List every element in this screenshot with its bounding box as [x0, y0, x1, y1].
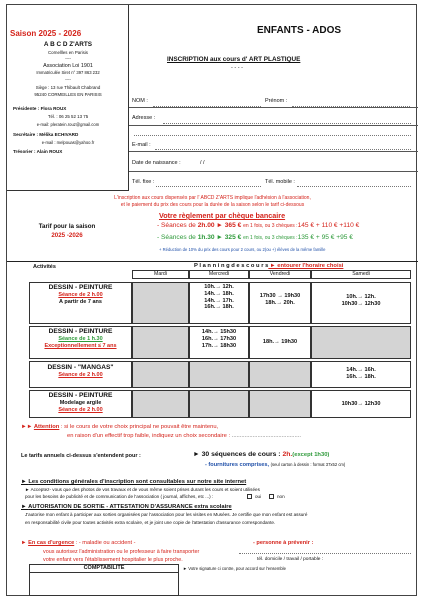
slot-samedi-4[interactable]: 10h30→ 12h30 [341, 401, 381, 407]
day-mardi: Mardi [132, 270, 189, 279]
emergency-contact-label: - personne à prévenir : [253, 540, 314, 546]
tel-mobile-field[interactable] [297, 186, 411, 187]
form-heading: INSCRIPTION aux cours d' ART PLASTIQUE [167, 56, 301, 63]
planning-header: P l a n n i n g d e s c o u r s ► entourer l'horaire choisi [194, 263, 344, 269]
authorization-text: J'autorise mon enfant à participer aux sorties organisées par l'association pour les visites en Musées. Je certifie que mon enfant est assuré [25, 512, 308, 517]
secretary: Secrétaire : Mélika ECHIVARD [13, 132, 79, 137]
siret: Immatriculée Siret n° 397 863 232 [36, 70, 100, 75]
slot-samedi-1[interactable]: 10h.→ 12h. 10h30→ 12h30 [341, 294, 381, 307]
authorization-title: ► AUTORISATION DE SORTIE - ATTESTATION D'ASSURANCE extra scolaire [21, 504, 232, 510]
slot-mardi-2[interactable] [132, 326, 189, 359]
activities-header: Activités [33, 264, 56, 270]
address-line-2: 95240 CORMEILLES EN PARISIS [34, 92, 102, 97]
activity-title: DESSIN - PEINTURE [48, 392, 113, 399]
conditions-title: ► Les conditions générales d'inscription sont consultables sur notre site internet [21, 479, 247, 485]
tarif-2h-line: - Séances de 2h.00 ► 365 € en 1 fois, ou 3 chèques :145 € + 110 € +110 € [157, 222, 360, 229]
president-phone: Tél. : 06 25 52 13 75 [47, 114, 89, 119]
consent-no-checkbox[interactable] [269, 494, 274, 499]
association-law: Association Loi 1901 [43, 63, 93, 69]
president: Présidente : Flora ROUX [13, 106, 67, 111]
day-mercredi: Mercredi [189, 270, 249, 279]
slot-mercredi-3[interactable] [189, 361, 249, 388]
nom-label: NOM : [132, 98, 148, 104]
address-line-1: Siège : 13 rue Thibault Chabrand [35, 85, 101, 90]
slot-vendredi-1[interactable]: 17h30 → 19h30 18h.→ 20h. [259, 293, 301, 306]
consent-yes-checkbox[interactable] [247, 494, 252, 499]
tel-fixe-field[interactable] [156, 186, 261, 187]
reduction-note: + Réduction de 10% du prix des cours pour 2 cours, ou 2(ou +) élèves de la même famille [159, 247, 326, 252]
activity-title: DESSIN - PEINTURE [48, 328, 113, 335]
slot-mercredi-1[interactable]: 10h.→ 12h. 14h.→ 18h. 14h.→ 17h. 16h.→ 18h. [204, 284, 234, 311]
dob-field[interactable]: / / [200, 160, 205, 166]
day-vendredi: Vendredi [249, 270, 311, 279]
tarif-season: 2025 -2026 [51, 232, 83, 239]
association-subtitle: Cornellles en Parisis [47, 50, 89, 55]
emergency-section: ► En cas d'urgence : - maladie ou accident - [21, 540, 136, 546]
emergency-phone-label: tél. domicile / travail / portable : [257, 557, 324, 562]
email-label: E-mail : [132, 142, 151, 148]
slot-mardi-4[interactable] [132, 390, 189, 418]
prenom-label: Prénom : [265, 98, 288, 104]
slot-mardi-3[interactable] [132, 361, 189, 388]
tel-mobile-label: Tél. mobile : [265, 179, 295, 185]
secretary-email: e-mail : melpouas@yahoo.fr [41, 140, 95, 145]
tel-fixe-label: Tél. fixe : [132, 179, 155, 185]
email-field[interactable] [155, 149, 411, 150]
day-samedi: Samedi [311, 270, 411, 279]
adresse-field[interactable] [163, 123, 411, 124]
adresse-label: Adresse : [132, 115, 156, 121]
slot-samedi-2[interactable] [311, 326, 411, 359]
sessions-line: ► 30 séquences de cours : 2h.(except 1h30) [193, 451, 330, 458]
slot-vendredi-2[interactable]: 18h.→ 19h30 [262, 339, 298, 345]
slot-mercredi-4[interactable] [189, 390, 249, 418]
slot-vendredi-3[interactable] [249, 361, 311, 388]
association-name: A B C D Z'ARTS [43, 41, 93, 48]
signature-note: ► Votre signature ci contre, pour accord sur l'ensemble [183, 566, 286, 571]
emergency-contact-field[interactable] [239, 553, 411, 554]
season-label: Saison 2025 - 2026 [10, 29, 82, 38]
slot-mercredi-2[interactable]: 14h.→ 15h30 16h.→ 17h30 17h.→ 18h30 [201, 329, 237, 349]
registration-form: Saison 2025 - 2026 A B C D Z'ARTS Cornellles en Parisis ---- Association Loi 1901 Immatriculée Siret n° 397 863 232 ---- Siège : 13 rue Thibault Chabrand 95240 CORMEILLES EN PARISIS Présidente : Flora ROUX Tél. : 06 25 52 13 75 e-mail: pleratein.rouz@gmail.com Secrétaire : Mélika ECHIVARD e-mail : melpouas@yahoo.fr Trésorier : Alain ROUX ENFANTS - ADOS INSCRIPTION aux cours d' ART PLASTIQUE - - - - NOM : Prénom : Adresse : E-mail : Date de naissance : / / Tél. fixe : Tél. mobile : L'inscription aux cours dispensés par l' ABCD Z'ARTS implique l'adhésion à l'association, et le paiement du prix des cours pour la durée de la saison selon le tarif ci-dessous Tarif pour la saison 2025 -2026 Votre règlement par chèque bancaire - Séances de 2h.00 ► 365 € en 1 fois, ou 3 chèques :145 € + 110 € +110 € - Séances de 1h.30 ► 325 € en 1 fois, ou 3 chèques :135 € + 95 € +95 € + Réduction de 10% du prix des cours pour 2 cours, ou 2(ou +) élèves de la même famille Activités P l a n n i n g d e s c o u r s ► entourer l'horaire choisi Mardi Mercredi Vendredi Samedi DESSIN - PEINTURE Séance de 2 h.00 A partir de 7 ans 10h.→ 12h. 14h.→ 18h. 14h.→ 17h. 16h.→ 18h. 17h30 → 19h30 18h.→ 20h. 10h.→ 12h. 10h30→ 12h30 DESSIN - PEINTURE Séance de 1 h.30 Exceptionnellement ≤ 7 ans 14h.→ 15h30 16h.→ 17h30 17h.→ 18h30 18h.→ 19h30 DESSIN - "MANGAS" Séance de 2 h.00 14h.→ 16h. 16h.→ 18h. DESSIN - PEINTURE Modelage argile Séance de 2 h.00 10h30→ 12h30 ►► Attention : si le cours de votre choix principal ne pouvait être maintenu, en raison d'un effectif trop faible, indiquez un choix secondaire : ........................................... Le tarifs annuels ci-dessus s'entendent pour : ► 30 séquences de cours : 2h.(except 1h30) - fournitures comprises, (seul carton à dessin : format 37x52 cm) ► Les conditions générales d'inscription sont consultables sur notre site internet ► Acceptez- vous que des photos de vos travaux et de vous même soient prises durant les cours et soient utilisées pour les besoins de publicité et de communication de l'association ( journal, affiches, etc ...) : oui non ► AUTORISATION DE SORTIE - ATTESTATION D'ASSURANCE extra scolaire J'autorise mon enfant à participer aux sorties organisées par l'association pour les visites en Musées. Je certifie que mon enfant est assuré en responsabilité civile pour toutes activités extra scolaire, et je joint une copie de l'attestation d'assurance correspondante. ► En cas d'urgence : - maladie ou accident - vous autorisez l'administration ou le professeur à faire transporter votre enfant vers l'établissement hospitalier le plus proche. - personne à prévenir : tél. domicile / travail / portable : COMPTABILITE ► Votre signature ci contre, pour accord sur l'ensemble [6, 4, 417, 596]
photo-consent: ► Acceptez- vous que des photos de vos travaux et de vous même soient prises durant les cours et soient utilisées [25, 487, 260, 492]
association-box: Saison 2025 - 2026 A B C D Z'ARTS Cornellles en Parisis ---- Association Loi 1901 Immatriculée Siret n° 397 863 232 ---- Siège : 13 rue Thibault Chabrand 95240 CORMEILLES EN PARISIS Présidente : Flora ROUX Tél. : 06 25 52 13 75 e-mail: pleratein.rouz@gmail.com Secrétaire : Mélika ECHIVARD e-mail : melpouas@yahoo.fr Trésorier : Alain ROUX [7, 5, 129, 191]
president-email: e-mail: pleratein.rouz@gmail.com [36, 122, 100, 127]
activity-title: DESSIN - PEINTURE [48, 284, 113, 291]
supplies-line: - fournitures comprises, (seul carton à dessin : format 37x52 cm) [205, 462, 346, 468]
attention-note: ►► Attention : si le cours de votre choix principal ne pouvait être maintenu, [21, 424, 219, 430]
comptabilite-box: COMPTABILITE [29, 564, 179, 596]
notice-line-1: L'inscription aux cours dispensés par l' ABCD Z'ARTS implique l'adhésion à l'association, [114, 195, 311, 201]
activity-title: DESSIN - "MANGAS" [47, 364, 114, 371]
slot-samedi-3[interactable]: 14h.→ 16h. 16h.→ 18h. [346, 367, 376, 380]
treasurer: Trésorier : Alain ROUX [13, 149, 63, 154]
notice-line-2: et le paiement du prix des cours pour la durée de la saison selon le tarif ci-dessous [120, 202, 305, 208]
tarif-label: Tarif pour la saison [38, 223, 96, 230]
dob-label: Date de naissance : [132, 160, 181, 166]
adresse-field-2[interactable] [134, 135, 411, 136]
tarif-1h30-line: - Séances de 1h.30 ► 325 € en 1 fois, ou 3 chèques :135 € + 95 € +95 € [157, 234, 353, 241]
slot-vendredi-4[interactable] [249, 390, 311, 418]
payment-title: Votre règlement par chèque bancaire [159, 211, 286, 220]
page-title: ENFANTS - ADOS [257, 25, 342, 36]
tarif-annuel-label: Le tarifs annuels ci-dessus s'entendent pour : [21, 453, 141, 459]
slot-mardi-1[interactable] [132, 282, 189, 324]
